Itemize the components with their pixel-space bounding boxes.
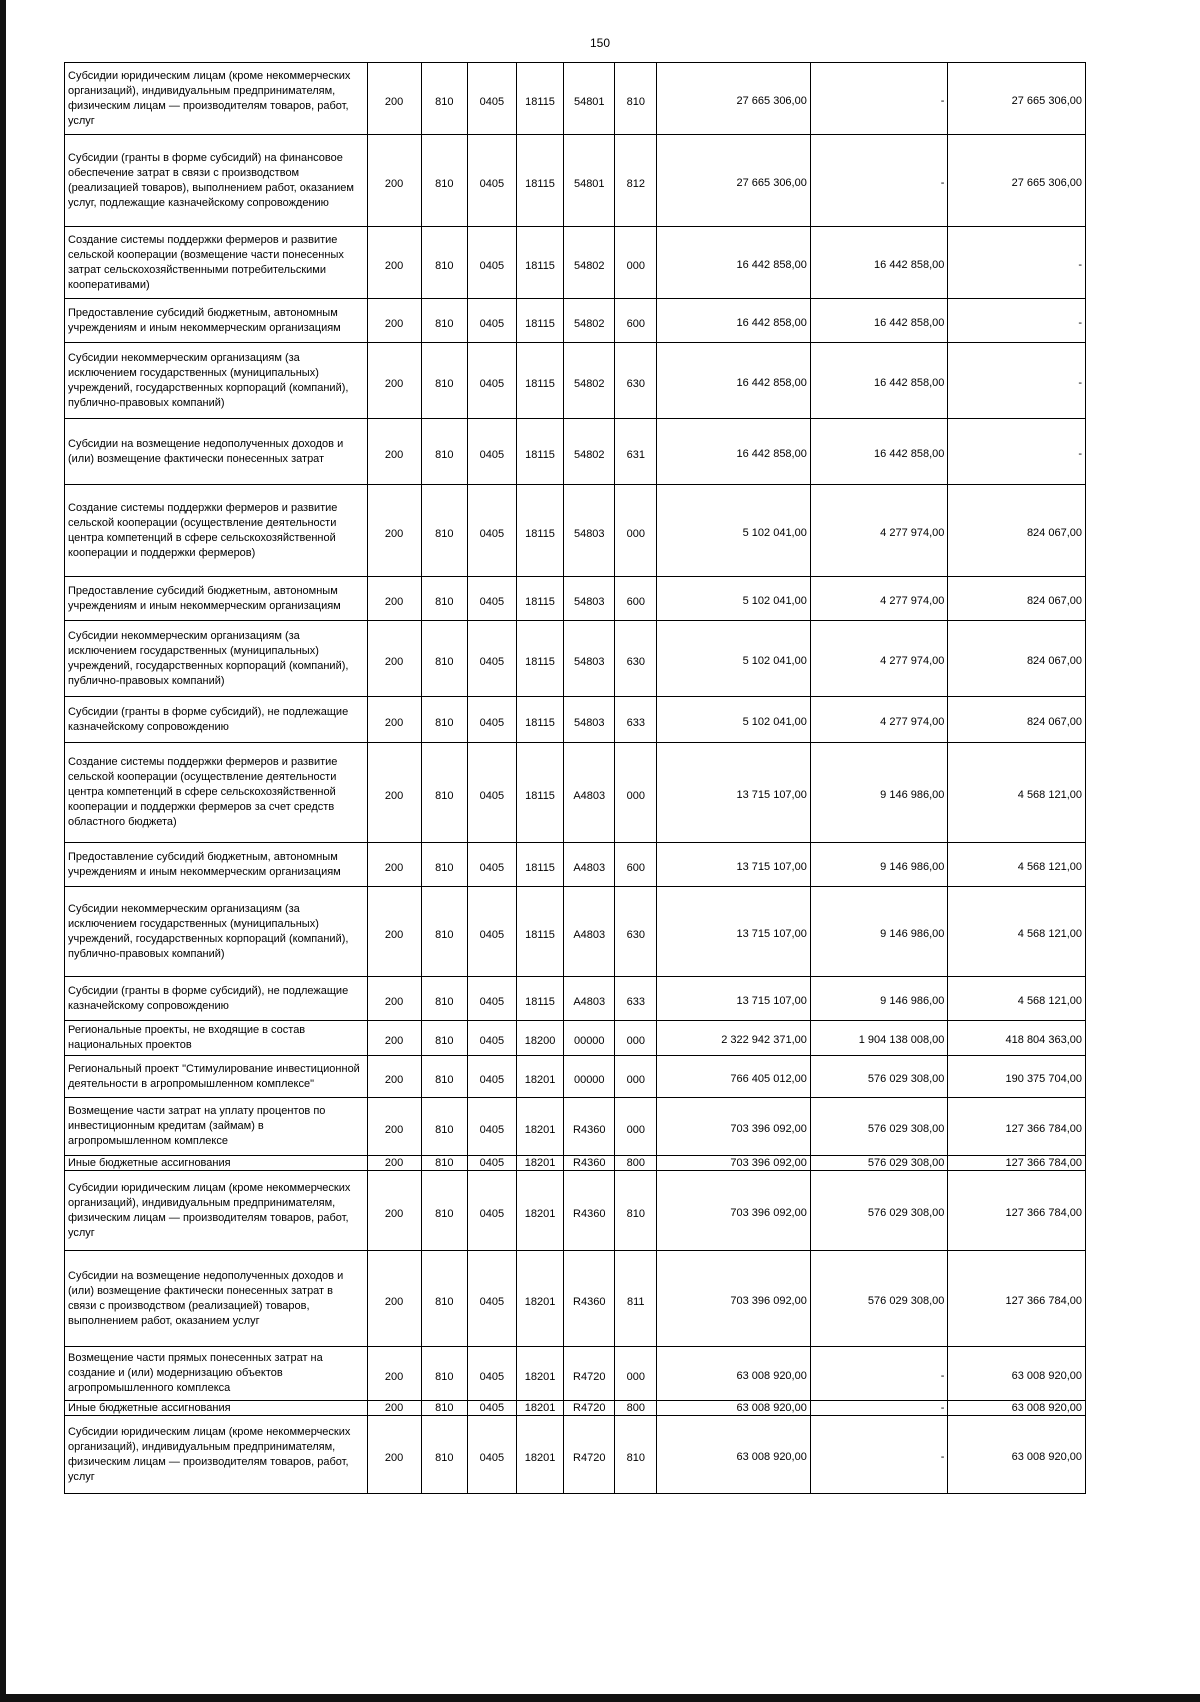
row-amount-2: - [810,1401,948,1416]
row-code-3: 0405 [468,1098,517,1156]
scan-edge-bottom [0,1694,1200,1702]
row-code-1: 200 [367,1021,421,1056]
row-description: Иные бюджетные ассигнования [65,1401,368,1416]
row-code-1: 200 [367,1347,421,1401]
row-code-5: A4803 [564,887,615,977]
row-code-6: 000 [615,485,657,577]
row-code-6: 631 [615,419,657,485]
row-amount-1: 13 715 107,00 [657,843,810,887]
row-code-1: 200 [367,1251,421,1347]
row-code-2: 810 [421,135,468,227]
row-amount-1: 5 102 041,00 [657,485,810,577]
table-row [65,1021,1086,1056]
row-amount-2: - [810,1347,948,1401]
row-code-3: 0405 [468,1056,517,1098]
row-code-4: 18115 [516,743,564,843]
row-amount-3: 4 568 121,00 [948,743,1086,843]
table-row [65,577,1086,621]
row-code-2: 810 [421,977,468,1021]
row-amount-2: 576 029 308,00 [810,1156,948,1171]
row-amount-1: 5 102 041,00 [657,577,810,621]
row-amount-1: 703 396 092,00 [657,1156,810,1171]
table-row [65,621,1086,697]
row-amount-1: 27 665 306,00 [657,135,810,227]
row-code-3: 0405 [468,343,517,419]
row-code-3: 0405 [468,299,517,343]
row-description: Возмещение части затрат на уплату процентов по инвестиционным кредитам (займам) в агропромышленном комплексе [65,1098,368,1156]
row-code-1: 200 [367,419,421,485]
row-code-5: R4720 [564,1401,615,1416]
row-amount-1: 5 102 041,00 [657,697,810,743]
row-code-3: 0405 [468,743,517,843]
row-code-2: 810 [421,1098,468,1156]
row-amount-2: 576 029 308,00 [810,1251,948,1347]
row-description: Субсидии некоммерческим организациям (за исключением государственных (муниципальных) учреждений, государственных корпораций (компаний), публично-правовых компаний) [65,343,368,419]
row-amount-2: 4 277 974,00 [810,577,948,621]
row-code-4: 18115 [516,621,564,697]
row-code-1: 200 [367,1098,421,1156]
row-code-1: 200 [367,485,421,577]
row-code-1: 200 [367,977,421,1021]
row-code-6: 800 [615,1401,657,1416]
row-amount-3: 824 067,00 [948,697,1086,743]
table-row [65,343,1086,419]
row-amount-3: 418 804 363,00 [948,1021,1086,1056]
row-code-6: 800 [615,1156,657,1171]
row-code-3: 0405 [468,887,517,977]
row-code-2: 810 [421,1416,468,1494]
row-description: Субсидии некоммерческим организациям (за исключением государственных (муниципальных) учреждений, государственных корпораций (компаний), публично-правовых компаний) [65,621,368,697]
row-code-1: 200 [367,887,421,977]
row-description: Региональный проект "Стимулирование инвестиционной деятельности в агропромышленном комплексе" [65,1056,368,1098]
row-code-1: 200 [367,697,421,743]
row-description: Создание системы поддержки фермеров и развитие сельской кооперации (осуществление деятельности центра компетенций в сфере сельскохозяйственной кооперации и поддержки фермеров за счет средств областного бюджета) [65,743,368,843]
row-code-2: 810 [421,621,468,697]
row-amount-1: 63 008 920,00 [657,1347,810,1401]
row-code-3: 0405 [468,1171,517,1251]
row-code-1: 200 [367,843,421,887]
row-code-5: A4803 [564,843,615,887]
row-code-3: 0405 [468,227,517,299]
row-code-1: 200 [367,63,421,135]
row-code-3: 0405 [468,63,517,135]
row-description: Иные бюджетные ассигнования [65,1156,368,1171]
row-code-5: 54801 [564,135,615,227]
row-code-2: 810 [421,227,468,299]
row-code-6: 812 [615,135,657,227]
row-code-1: 200 [367,343,421,419]
row-code-6: 810 [615,63,657,135]
row-code-4: 18201 [516,1401,564,1416]
row-code-2: 810 [421,1171,468,1251]
row-code-6: 633 [615,697,657,743]
row-code-4: 18115 [516,887,564,977]
table-row [65,1098,1086,1156]
row-amount-3: 4 568 121,00 [948,843,1086,887]
row-amount-2: 9 146 986,00 [810,887,948,977]
row-code-2: 810 [421,343,468,419]
table-row [65,843,1086,887]
table-row [65,1401,1086,1416]
row-amount-1: 766 405 012,00 [657,1056,810,1098]
row-amount-3: 27 665 306,00 [948,135,1086,227]
row-amount-2: 16 442 858,00 [810,419,948,485]
row-amount-1: 16 442 858,00 [657,227,810,299]
row-code-4: 18115 [516,299,564,343]
row-amount-2: 4 277 974,00 [810,485,948,577]
row-amount-2: 16 442 858,00 [810,343,948,419]
row-code-6: 000 [615,1056,657,1098]
row-amount-2: 576 029 308,00 [810,1098,948,1156]
row-code-4: 18115 [516,577,564,621]
row-amount-3: 63 008 920,00 [948,1401,1086,1416]
row-code-6: 810 [615,1171,657,1251]
row-code-3: 0405 [468,1251,517,1347]
row-code-4: 18115 [516,843,564,887]
row-code-5: R4720 [564,1347,615,1401]
row-code-2: 810 [421,63,468,135]
row-amount-2: 9 146 986,00 [810,977,948,1021]
row-code-6: 000 [615,227,657,299]
row-code-5: 54802 [564,343,615,419]
row-description: Создание системы поддержки фермеров и развитие сельской кооперации (осуществление деятельности центра компетенций в сфере сельскохозяйственной кооперации и поддержки фермеров) [65,485,368,577]
row-amount-1: 703 396 092,00 [657,1251,810,1347]
row-code-4: 18115 [516,135,564,227]
row-code-2: 810 [421,887,468,977]
row-amount-1: 16 442 858,00 [657,343,810,419]
row-code-2: 810 [421,1347,468,1401]
row-code-1: 200 [367,577,421,621]
row-amount-1: 703 396 092,00 [657,1098,810,1156]
table-row [65,977,1086,1021]
row-amount-1: 63 008 920,00 [657,1416,810,1494]
row-code-4: 18115 [516,419,564,485]
row-amount-2: 576 029 308,00 [810,1171,948,1251]
row-code-3: 0405 [468,1401,517,1416]
row-amount-2: 576 029 308,00 [810,1056,948,1098]
row-code-6: 000 [615,743,657,843]
row-code-1: 200 [367,1401,421,1416]
row-code-5: 54801 [564,63,615,135]
row-amount-1: 13 715 107,00 [657,977,810,1021]
row-code-1: 200 [367,299,421,343]
row-code-6: 810 [615,1416,657,1494]
row-code-3: 0405 [468,1021,517,1056]
row-description: Субсидии (гранты в форме субсидий), не подлежащие казначейскому сопровождению [65,977,368,1021]
row-code-2: 810 [421,1156,468,1171]
table-row [65,1251,1086,1347]
row-code-5: 54803 [564,577,615,621]
row-code-5: A4803 [564,977,615,1021]
row-amount-3: - [948,227,1086,299]
row-code-4: 18201 [516,1156,564,1171]
row-code-5: R4360 [564,1171,615,1251]
row-description: Субсидии (гранты в форме субсидий) на финансовое обеспечение затрат в связи с производством (реализацией товаров), выполнением работ, оказанием услуг, подлежащие казначейскому сопровождению [65,135,368,227]
row-code-4: 18201 [516,1416,564,1494]
row-code-3: 0405 [468,697,517,743]
table-row [65,299,1086,343]
row-amount-3: 127 366 784,00 [948,1098,1086,1156]
row-code-5: 54802 [564,227,615,299]
row-amount-1: 16 442 858,00 [657,419,810,485]
row-amount-2: 1 904 138 008,00 [810,1021,948,1056]
row-code-3: 0405 [468,1347,517,1401]
row-code-2: 810 [421,697,468,743]
row-code-2: 810 [421,743,468,843]
row-code-4: 18115 [516,63,564,135]
table-row [65,419,1086,485]
row-description: Субсидии (гранты в форме субсидий), не подлежащие казначейскому сопровождению [65,697,368,743]
row-code-5: 54803 [564,621,615,697]
row-amount-3: 4 568 121,00 [948,887,1086,977]
table-row [65,135,1086,227]
row-amount-2: - [810,63,948,135]
row-code-4: 18115 [516,977,564,1021]
table-row [65,1156,1086,1171]
row-amount-3: 190 375 704,00 [948,1056,1086,1098]
table-row [65,227,1086,299]
row-amount-2: 4 277 974,00 [810,697,948,743]
row-amount-2: - [810,135,948,227]
row-amount-3: 824 067,00 [948,485,1086,577]
row-code-2: 810 [421,1401,468,1416]
row-amount-3: 63 008 920,00 [948,1416,1086,1494]
row-code-4: 18201 [516,1056,564,1098]
row-code-3: 0405 [468,1156,517,1171]
row-code-1: 200 [367,227,421,299]
row-code-5: R4360 [564,1156,615,1171]
row-code-6: 630 [615,343,657,419]
row-amount-1: 703 396 092,00 [657,1171,810,1251]
row-amount-2: 9 146 986,00 [810,843,948,887]
row-code-6: 600 [615,299,657,343]
row-code-4: 18115 [516,343,564,419]
row-amount-1: 63 008 920,00 [657,1401,810,1416]
row-code-6: 000 [615,1021,657,1056]
row-code-6: 811 [615,1251,657,1347]
row-amount-3: 4 568 121,00 [948,977,1086,1021]
row-code-5: 54803 [564,485,615,577]
row-amount-1: 2 322 942 371,00 [657,1021,810,1056]
row-code-4: 18201 [516,1171,564,1251]
row-code-1: 200 [367,1416,421,1494]
row-code-6: 000 [615,1098,657,1156]
row-code-3: 0405 [468,1416,517,1494]
table-row [65,1347,1086,1401]
row-code-5: R4360 [564,1251,615,1347]
row-code-2: 810 [421,1251,468,1347]
row-description: Региональные проекты, не входящие в состав национальных проектов [65,1021,368,1056]
row-amount-3: 824 067,00 [948,577,1086,621]
row-amount-1: 13 715 107,00 [657,887,810,977]
scan-edge-left [0,0,6,1702]
row-code-6: 630 [615,887,657,977]
row-code-5: 54803 [564,697,615,743]
row-amount-3: 127 366 784,00 [948,1251,1086,1347]
row-description: Субсидии юридическим лицам (кроме некоммерческих организаций), индивидуальным предпринимателям, физическим лицам — производителям товаров, работ, услуг [65,1171,368,1251]
row-code-2: 810 [421,577,468,621]
row-amount-3: 127 366 784,00 [948,1156,1086,1171]
row-code-1: 200 [367,135,421,227]
row-code-4: 18115 [516,697,564,743]
row-amount-2: 4 277 974,00 [810,621,948,697]
row-code-4: 18201 [516,1347,564,1401]
row-code-2: 810 [421,485,468,577]
row-code-1: 200 [367,621,421,697]
row-amount-2: 16 442 858,00 [810,227,948,299]
row-amount-1: 27 665 306,00 [657,63,810,135]
row-description: Предоставление субсидий бюджетным, автономным учреждениям и иным некоммерческим организациям [65,299,368,343]
row-amount-2: 9 146 986,00 [810,743,948,843]
row-code-6: 000 [615,1347,657,1401]
table-body [65,63,1086,1494]
row-code-5: R4720 [564,1416,615,1494]
table-row [65,887,1086,977]
row-amount-1: 13 715 107,00 [657,743,810,843]
row-description: Субсидии на возмещение недополученных доходов и (или) возмещение фактически понесенных затрат в связи с производством (реализацией) товаров, выполнением работ, оказанием услуг [65,1251,368,1347]
row-code-2: 810 [421,299,468,343]
row-amount-2: 16 442 858,00 [810,299,948,343]
row-code-3: 0405 [468,135,517,227]
row-code-2: 810 [421,843,468,887]
table-row [65,485,1086,577]
row-code-4: 18201 [516,1251,564,1347]
row-code-1: 200 [367,1056,421,1098]
row-code-4: 18200 [516,1021,564,1056]
table-row [65,1416,1086,1494]
row-amount-3: - [948,343,1086,419]
row-amount-3: 27 665 306,00 [948,63,1086,135]
row-description: Предоставление субсидий бюджетным, автономным учреждениям и иным некоммерческим организациям [65,577,368,621]
row-amount-3: 824 067,00 [948,621,1086,697]
table-row [65,63,1086,135]
row-amount-1: 5 102 041,00 [657,621,810,697]
row-code-2: 810 [421,419,468,485]
row-code-5: 00000 [564,1056,615,1098]
row-code-6: 600 [615,577,657,621]
row-code-3: 0405 [468,485,517,577]
budget-table [64,62,1086,1494]
row-description: Субсидии некоммерческим организациям (за исключением государственных (муниципальных) учреждений, государственных корпораций (компаний), публично-правовых компаний) [65,887,368,977]
table-row [65,743,1086,843]
row-code-6: 630 [615,621,657,697]
row-code-2: 810 [421,1056,468,1098]
page-number: 150 [589,36,611,50]
row-amount-2: - [810,1416,948,1494]
row-description: Создание системы поддержки фермеров и развитие сельской кооперации (возмещение части понесенных затрат сельскохозяйственными потребительскими кооперативами) [65,227,368,299]
row-description: Субсидии юридическим лицам (кроме некоммерческих организаций), индивидуальным предпринимателям, физическим лицам — производителям товаров, работ, услуг [65,1416,368,1494]
table-row [65,1056,1086,1098]
row-code-5: R4360 [564,1098,615,1156]
row-code-6: 600 [615,843,657,887]
row-amount-1: 16 442 858,00 [657,299,810,343]
row-code-4: 18201 [516,1098,564,1156]
row-amount-3: - [948,299,1086,343]
row-code-1: 200 [367,743,421,843]
row-description: Субсидии юридическим лицам (кроме некоммерческих организаций), индивидуальным предпринимателям, физическим лицам — производителям товаров, работ, услуг [65,63,368,135]
row-amount-3: 127 366 784,00 [948,1171,1086,1251]
row-code-4: 18115 [516,485,564,577]
row-code-5: 54802 [564,299,615,343]
table-row [65,1171,1086,1251]
row-description: Субсидии на возмещение недополученных доходов и (или) возмещение фактически понесенных затрат [65,419,368,485]
row-code-6: 633 [615,977,657,1021]
row-code-4: 18115 [516,227,564,299]
row-code-3: 0405 [468,843,517,887]
row-code-1: 200 [367,1156,421,1171]
row-amount-3: - [948,419,1086,485]
row-code-2: 810 [421,1021,468,1056]
row-code-3: 0405 [468,577,517,621]
row-description: Возмещение части прямых понесенных затрат на создание и (или) модернизацию объектов агропромышленного комплекса [65,1347,368,1401]
table-row [65,697,1086,743]
row-code-3: 0405 [468,419,517,485]
row-amount-3: 63 008 920,00 [948,1347,1086,1401]
row-code-5: 00000 [564,1021,615,1056]
row-code-5: A4803 [564,743,615,843]
row-code-3: 0405 [468,977,517,1021]
row-code-5: 54802 [564,419,615,485]
row-description: Предоставление субсидий бюджетным, автономным учреждениям и иным некоммерческим организациям [65,843,368,887]
row-code-3: 0405 [468,621,517,697]
row-code-1: 200 [367,1171,421,1251]
